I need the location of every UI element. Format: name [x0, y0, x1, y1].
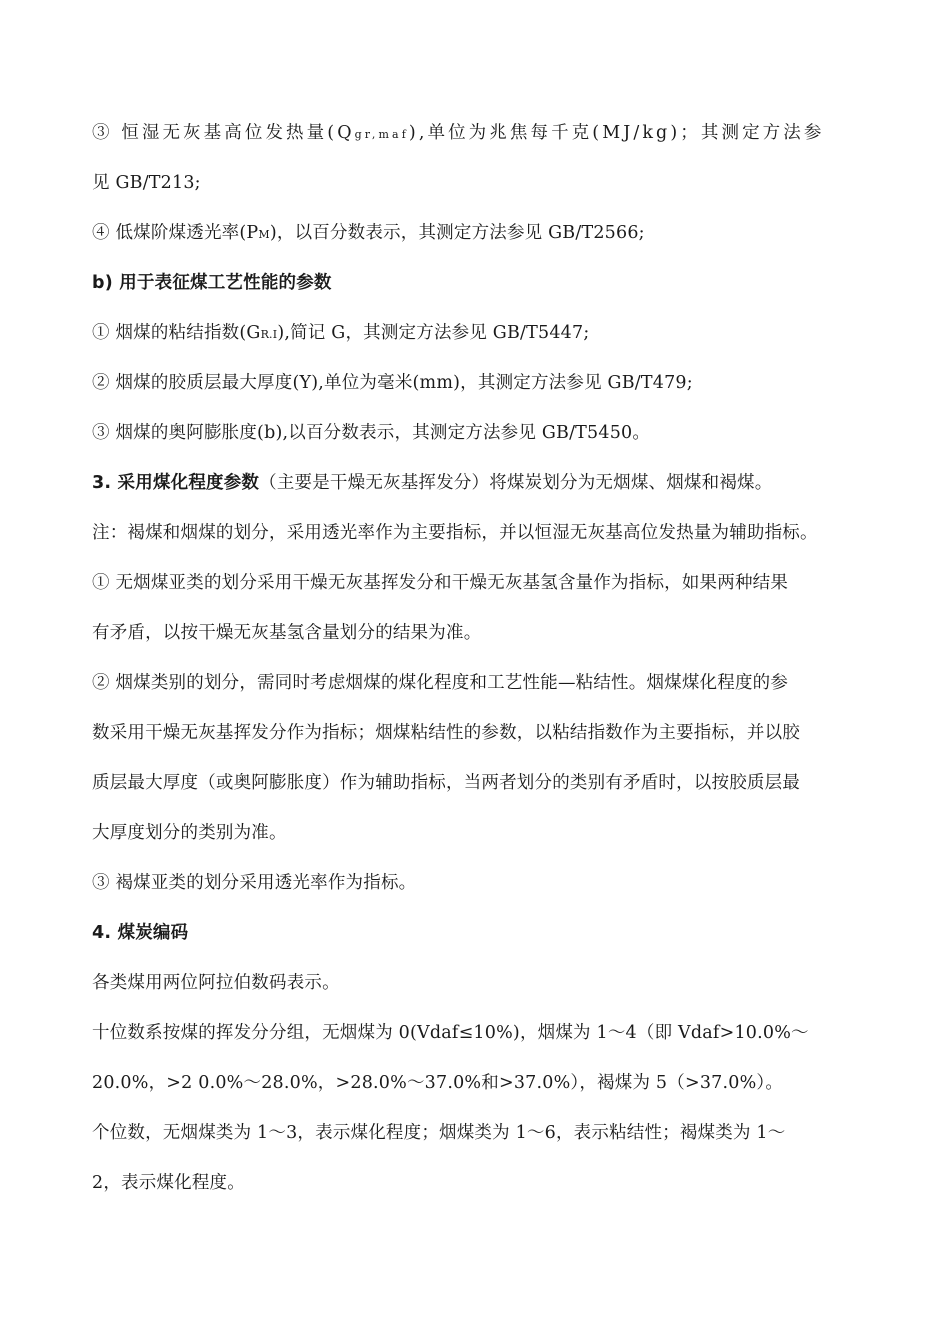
section-b-heading: b) 用于表征煤工艺性能的参数 — [92, 273, 332, 293]
bituminous-para-line-2: 数采用干燥无灰基挥发分作为指标；烟煤粘结性的参数，以粘结指数作为主要指标，并以胶 — [92, 723, 800, 743]
anthracite-para-line-2: 有矛盾，以按干燥无灰基氢含量划分的结果为准。 — [92, 623, 482, 643]
section-4-heading: 4. 煤炭编码 — [92, 923, 189, 943]
anthracite-para-line-1: ① 无烟煤亚类的划分采用干燥无灰基挥发分和干燥无灰基氢含量作为指标，如果两种结果 — [92, 573, 789, 593]
plastic-layer-item: ② 烟煤的胶质层最大厚度(Y),单位为毫米(mm)，其测定方法参见 GB/T479; — [92, 373, 693, 393]
note-line: 注：褐煤和烟煤的划分，采用透光率作为主要指标，并以恒湿无灰基高位发热量为辅助指标。 — [92, 523, 818, 543]
tens-digit-line-1: 十位数系按煤的挥发分分组，无烟煤为 0(Vdaf≤10%)，烟煤为 1～4（即 Vdaf>10.0%～ — [92, 1023, 809, 1043]
coding-intro: 各类煤用两位阿拉伯数码表示。 — [92, 973, 340, 993]
lignite-para: ③ 褐煤亚类的划分采用透光率作为指标。 — [92, 873, 417, 893]
bituminous-para-line-4: 大厚度划分的类别为准。 — [92, 823, 287, 843]
item-3-calorific-value-line-1: ③ 恒湿无灰基高位发热量(Qgr,maf),单位为兆焦每千克(MJ/kg)；其测定方法参 — [92, 123, 825, 143]
section-3-heading: 3. 采用煤化程度参数（主要是干燥无灰基挥发分）将煤炭划分为无烟煤、烟煤和褐煤。 — [92, 473, 773, 493]
item-4-transmittance: ④ 低煤阶煤透光率(PM)，以百分数表示，其测定方法参见 GB/T2566; — [92, 223, 645, 243]
document-page — [92, 108, 864, 1208]
tens-digit-line-2: 20.0%，>2 0.0%～28.0%，>28.0%～37.0%和>37.0%），褐煤为 5（>37.0%）。 — [92, 1073, 784, 1093]
bituminous-para-line-1: ② 烟煤类别的划分，需同时考虑烟煤的煤化程度和工艺性能—粘结性。烟煤煤化程度的参 — [92, 673, 789, 693]
item-3-calorific-value-line-2: 见 GB/T213; — [92, 173, 201, 193]
units-digit-line-2: 2，表示煤化程度。 — [92, 1173, 245, 1193]
bituminous-para-line-3: 质层最大厚度（或奥阿膨胀度）作为辅助指标，当两者划分的类别有矛盾时，以按胶质层最 — [92, 773, 800, 793]
units-digit-line-1: 个位数，无烟煤类为 1～3，表示煤化程度；烟煤类为 1～6，表示粘结性；褐煤类为 1～ — [92, 1123, 786, 1143]
dilatation-item: ③ 烟煤的奥阿膨胀度(b),以百分数表示，其测定方法参见 GB/T5450。 — [92, 423, 651, 443]
caking-index-item: ① 烟煤的粘结指数(GR.I),简记 G，其测定方法参见 GB/T5447; — [92, 323, 590, 343]
